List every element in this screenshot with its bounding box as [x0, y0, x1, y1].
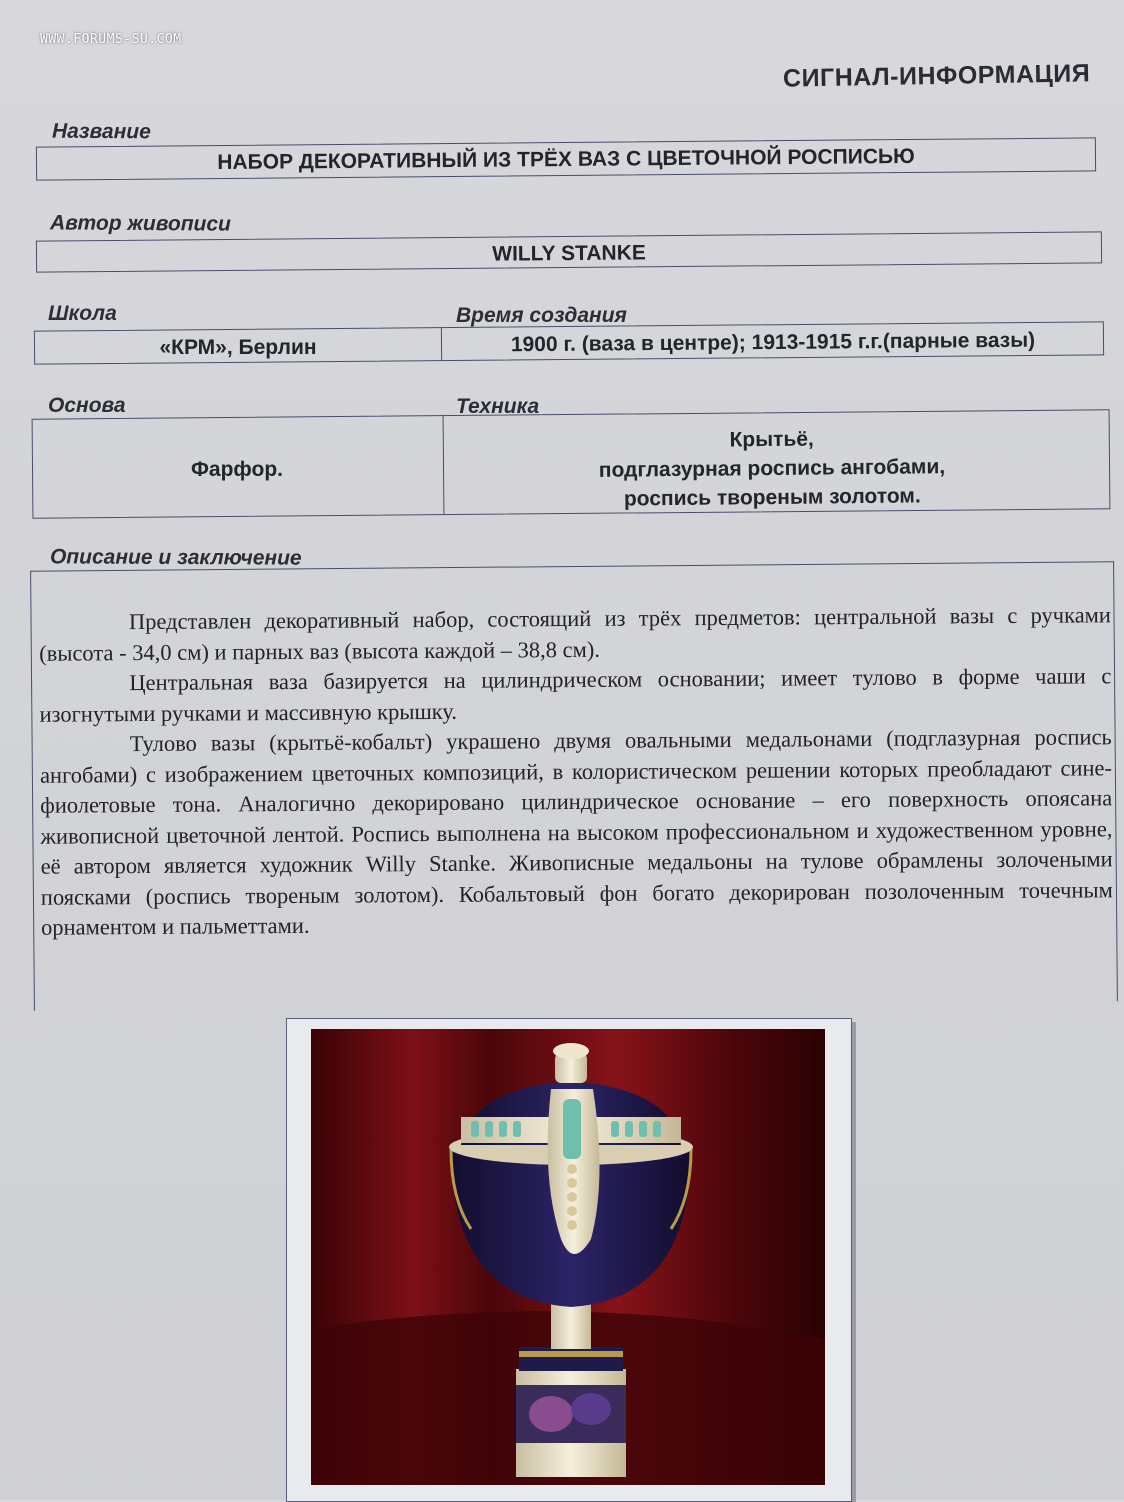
technique-value — [442, 422, 1103, 516]
time-value: 1900 г. (ваза в центре); 1913-1915 г.г.(парные вазы) — [510, 328, 1036, 357]
description-paragraph: Тулово вазы (крытьё-кобальт) украшено двумя овальными медальонами (подглазурная роспись ангобами) с изображением цветочных композиций, в колористическом решении которых преобладают сине-фиолетовые тона. Аналогично декорировано цилиндрическое основание – его поверхность опоясана живописной цветочной лентой. Роспись выполнена на высоком профессиональном и художественном уровне, её автором является художник Willy Stanke. Живописные медальоны на тулове обрамлены золочеными поясками (роспись твореным золотом). Кобальтовый фон богато декорирован позолоченным точечным орнаментом и пальметтами. — [39, 724, 1113, 940]
description-paragraph: Центральная ваза базируется на цилиндрическом основании; имеет тулово в форме чаши с изогнутыми ручками и массивную крышку. — [39, 663, 1112, 727]
technique-line: роспись твореным золотом. — [623, 484, 921, 511]
vase-illustration — [311, 1029, 825, 1485]
technique-line: Крытьё, — [729, 427, 814, 452]
photo-frame — [286, 1018, 852, 1502]
school-value: «КРМ», Берлин — [159, 336, 317, 359]
technique-line: подглазурная роспись ангобами, — [598, 455, 946, 482]
technique-label: Техника — [456, 395, 540, 418]
time-label: Время создания — [456, 304, 627, 327]
base-label: Основа — [48, 394, 126, 417]
description-paragraph: Представлен декоративный набор, состоящий из трёх предметов: центральной вазы с ручками (высота - 34,0 см) и парных ваз (высота каждой – 38,8 см). — [39, 602, 1112, 666]
author-label: Автор живописи — [49, 211, 231, 236]
name-value: НАБОР ДЕКОРАТИВНЫЙ ИЗ ТРЁХ ВАЗ С ЦВЕТОЧНОЙ РОСПИСЬЮ — [217, 144, 915, 175]
description-text — [39, 600, 1113, 943]
watermark: WWW.FORUMS-SU.COM — [40, 32, 182, 47]
description-label: Описание и заключение — [49, 545, 302, 570]
author-value: WILLY STANKE — [492, 241, 646, 266]
name-label: Название — [51, 119, 151, 144]
document-title: СИГНАЛ-ИНФОРМАЦИЯ — [782, 59, 1091, 93]
vase-photo — [311, 1029, 825, 1485]
school-label: Школа — [48, 302, 117, 325]
base-value: Фарфор. — [190, 458, 284, 481]
